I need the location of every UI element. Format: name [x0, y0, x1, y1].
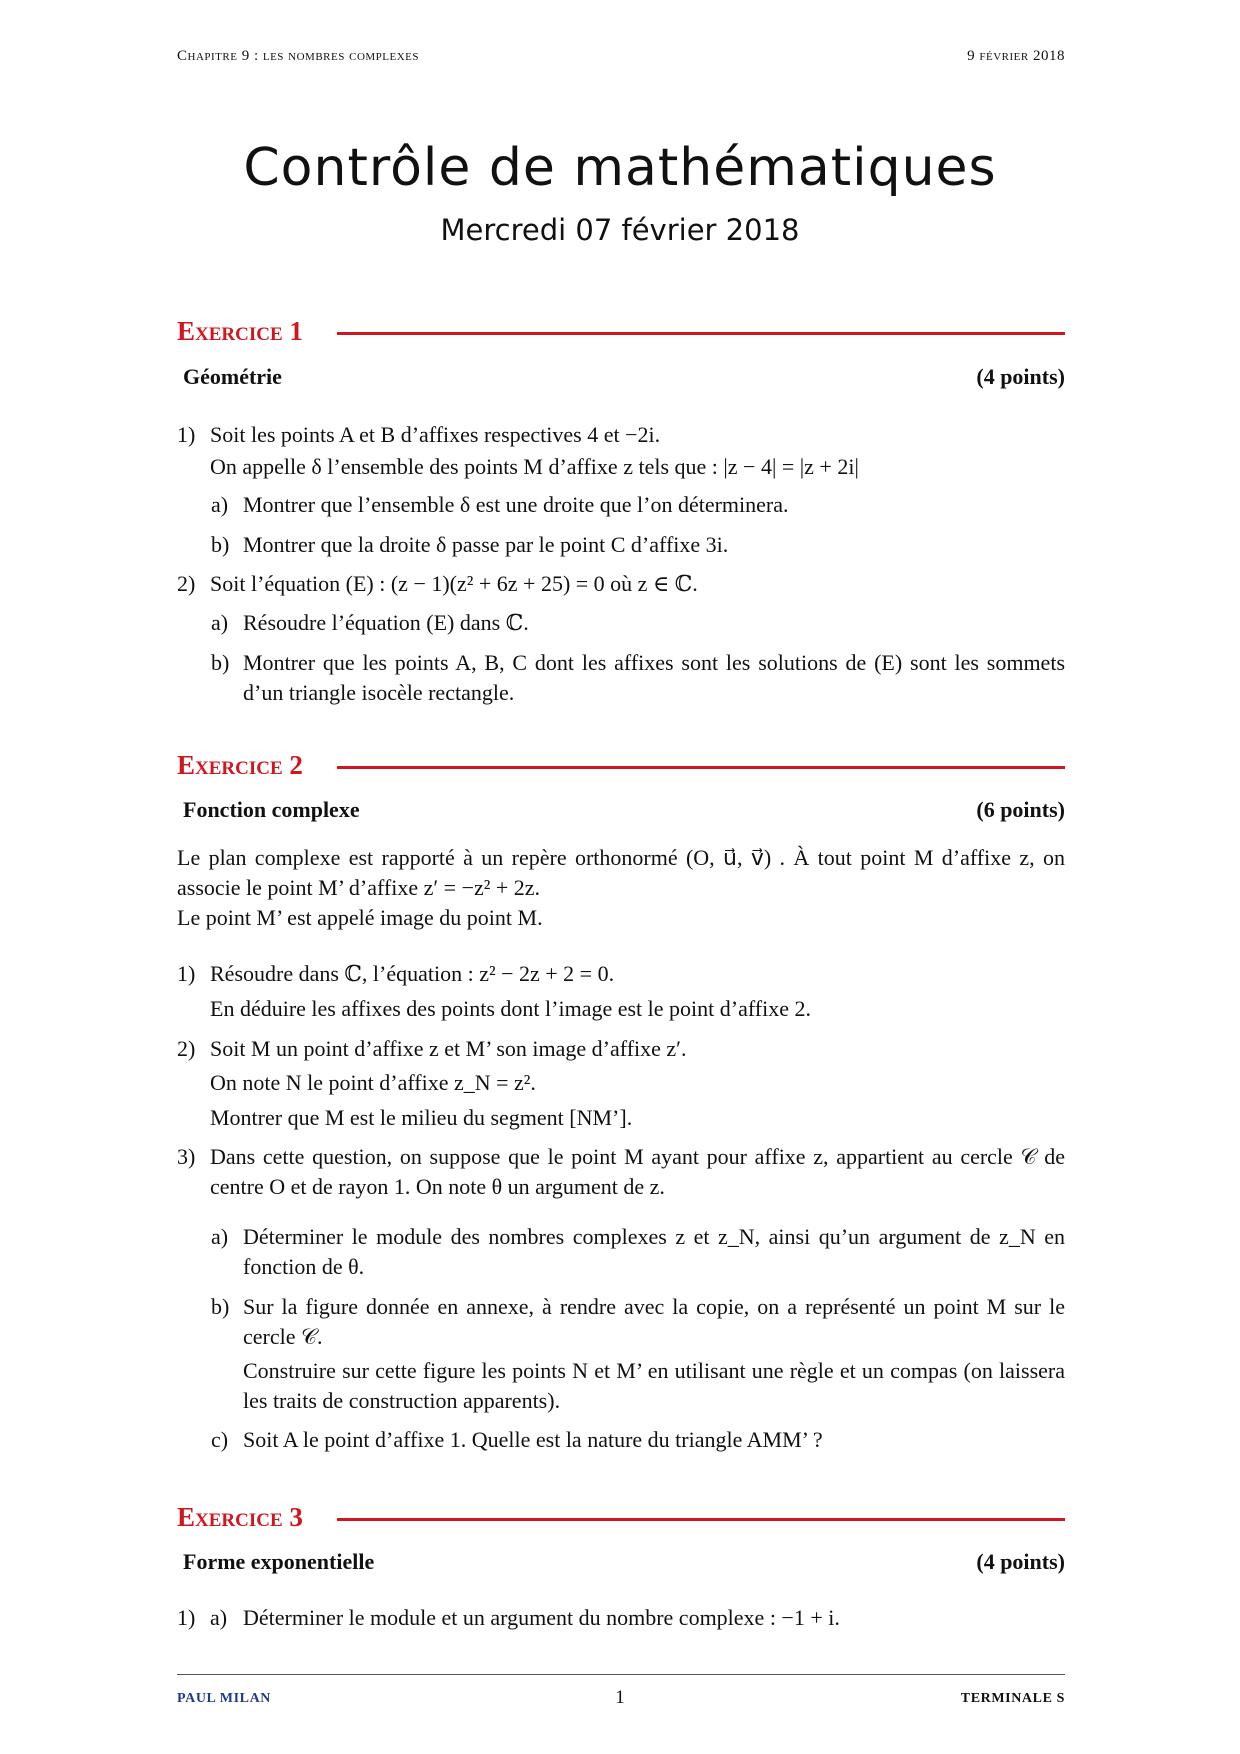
ex2-line: Montrer que M est le milieu du segment [NM’].	[210, 1105, 633, 1130]
exercise-2-points: (6 points)	[976, 797, 1065, 822]
exercise-3-rule	[337, 1518, 1065, 1521]
ex2-line: On note N le point d’affixe z_N = z².	[210, 1070, 536, 1095]
ex1-line: Soit les points A et B d’affixes respectives 4 et −2i.	[210, 422, 661, 447]
question-number: 1)	[177, 422, 196, 447]
ex3-line: Déterminer le module et un argument du nombre complexe : −1 + i.	[243, 1605, 840, 1630]
subquestion-letter: a)	[211, 492, 229, 517]
exercise-1-label: Exercice 1	[177, 316, 303, 346]
exercise-3-label: Exercice 3	[177, 1502, 303, 1532]
page-subtitle: Mercredi 07 février 2018	[440, 213, 800, 247]
question-number: 3)	[177, 1144, 196, 1169]
ex2-line: Soit M un point d’affixe z et M’ son image d’affixe z′.	[210, 1036, 687, 1061]
subquestion-letter: b)	[211, 532, 230, 557]
ex1-line: On appelle δ l’ensemble des points M d’affixe z tels que : |z − 4| = |z + 2i|	[210, 454, 859, 479]
ex1-line: Montrer que l’ensemble δ est une droite que l’on déterminera.	[243, 492, 789, 517]
subquestion-letter: b)	[211, 650, 230, 675]
ex2-intro: Le point M’ est appelé image du point M.	[177, 905, 543, 930]
ex2-line: Construire sur cette figure les points N et M’ en utilisant une règle et un compas (on laissera les traits de construction apparents).	[243, 1358, 1065, 1413]
exercise-3-points: (4 points)	[976, 1549, 1065, 1574]
subquestion-letter: a)	[211, 1224, 229, 1249]
ex1-line: Soit l’équation (E) : (z − 1)(z² + 6z + 25) = 0 où z ∈ ℂ.	[210, 571, 698, 596]
ex2-line: Dans cette question, on suppose que le point M ayant pour affixe z, appartient au cercle 𝒞 de centre O et de rayon 1. On note θ un argument de z.	[210, 1144, 1065, 1199]
ex2-line: Déterminer le module des nombres complexes z et z_N, ainsi qu’un argument de z_N en fonction de θ.	[243, 1224, 1065, 1279]
question-number: 2)	[177, 571, 196, 596]
exercise-2-subject: Fonction complexe	[183, 797, 360, 822]
exercise-1-rule	[337, 332, 1065, 335]
ex2-line: Sur la figure donnée en annexe, à rendre avec la copie, on a représenté un point M sur le cercle 𝒞.	[243, 1294, 1065, 1349]
exercise-2-label: Exercice 2	[177, 750, 303, 780]
ex2-intro: Le plan complexe est rapporté à un repère orthonormé (O, u⃗, v⃗) . À tout point M d’affixe z, on associe le point M’ d’affixe z′ = −z² + 2z.	[177, 845, 1065, 900]
ex1-line: Montrer que les points A, B, C dont les affixes sont les solutions de (E) sont les sommets d’un triangle isocèle rectangle.	[243, 650, 1065, 705]
exercise-3-subject: Forme exponentielle	[183, 1549, 375, 1574]
subquestion-letter: a)	[211, 610, 229, 635]
ex1-line: Résoudre l’équation (E) dans ℂ.	[243, 610, 529, 635]
question-number: 1)	[177, 961, 196, 986]
footer-rule	[177, 1674, 1065, 1675]
question-number: 2)	[177, 1036, 196, 1061]
subquestion-letter: a)	[210, 1605, 228, 1630]
exercise-1-points: (4 points)	[976, 364, 1065, 389]
ex2-line: Résoudre dans ℂ, l’équation : z² − 2z + 2 = 0.	[210, 961, 615, 986]
question-number: 1)	[177, 1605, 196, 1630]
exercise-1-subject: Géométrie	[183, 364, 282, 389]
page-title: Contrôle de mathématiques	[243, 138, 997, 198]
subquestion-letter: b)	[211, 1294, 230, 1319]
subquestion-letter: c)	[211, 1427, 229, 1452]
running-header-right: 9 février 2018	[967, 48, 1065, 64]
page-number: 1	[615, 1687, 625, 1708]
running-header-left: Chapitre 9 : les nombres complexes	[177, 48, 419, 64]
exercise-2-rule	[337, 766, 1065, 769]
footer-author: PAUL MILAN	[177, 1691, 272, 1706]
ex1-line: Montrer que la droite δ passe par le point C d’affixe 3i.	[243, 532, 729, 557]
ex2-line: En déduire les affixes des points dont l’image est le point d’affixe 2.	[210, 996, 811, 1021]
footer-class: TERMINALE S	[960, 1691, 1065, 1706]
ex2-line: Soit A le point d’affixe 1. Quelle est la nature du triangle AMM’ ?	[243, 1427, 823, 1452]
